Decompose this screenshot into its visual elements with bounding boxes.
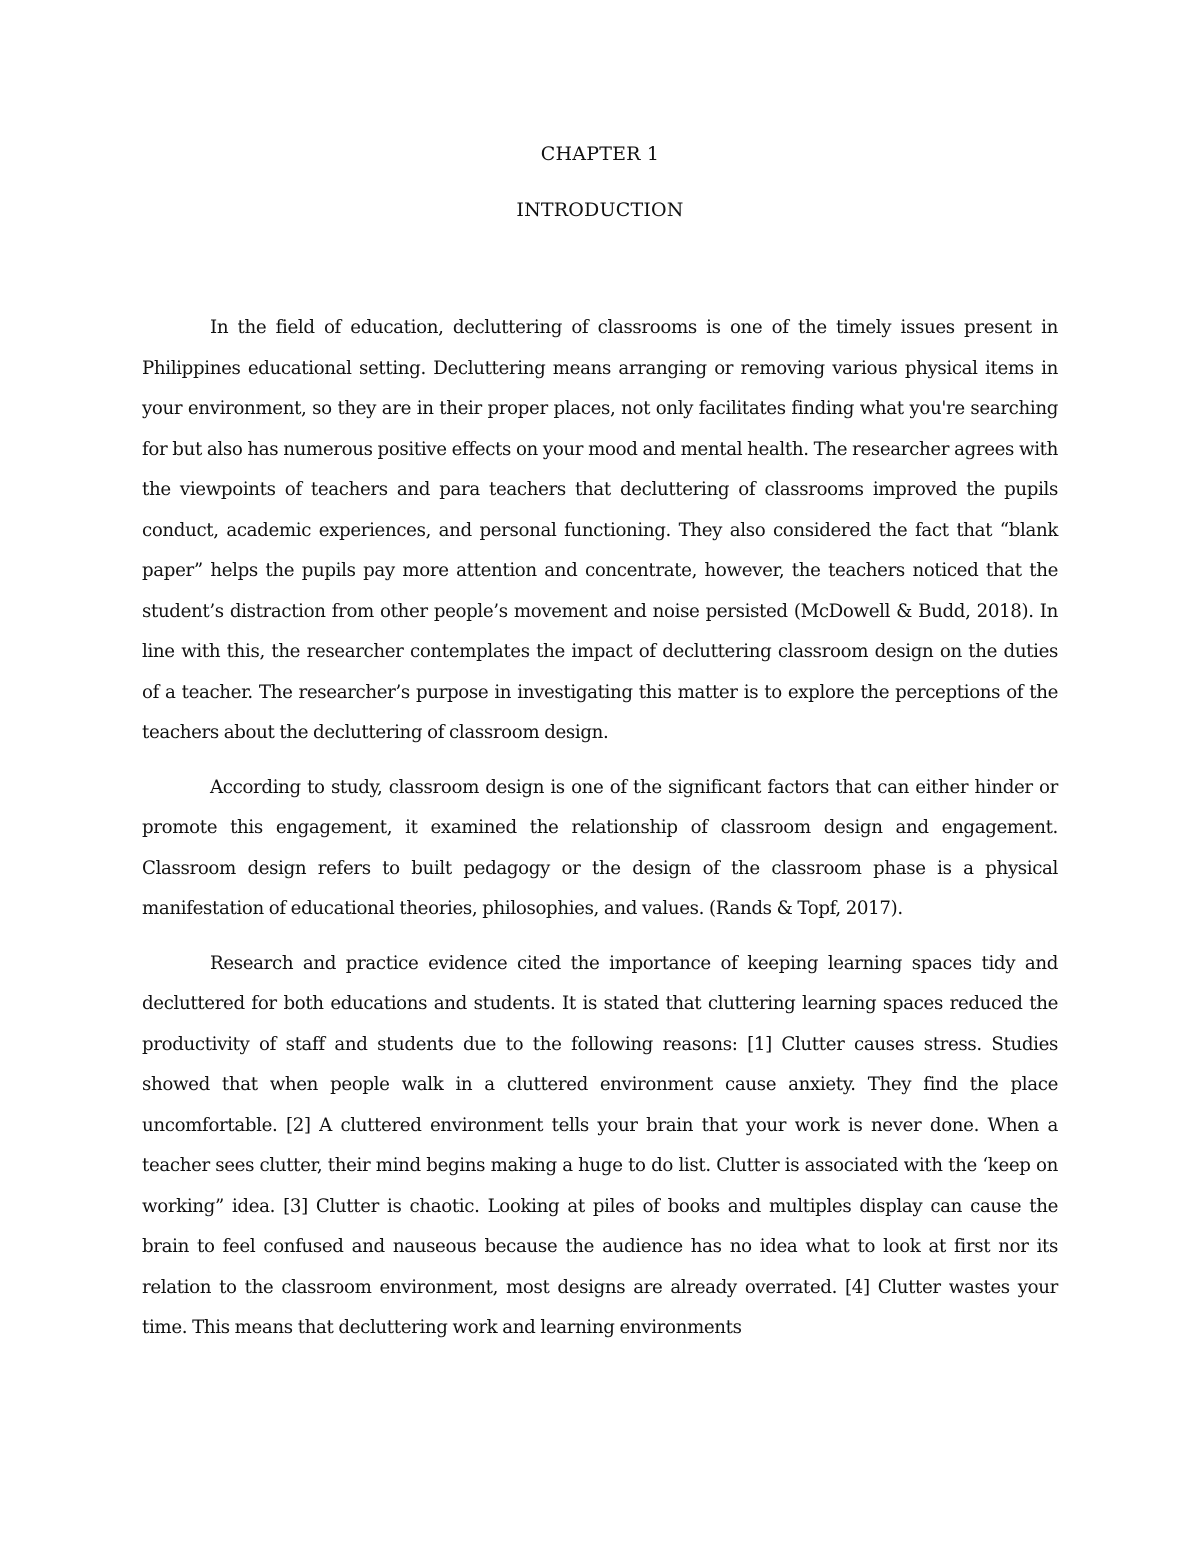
- paragraph: According to study, classroom design is one of the significant factors that can either hinder or promote this engagement, it examined the relationship of classroom design and engagement. Classroom design refers to built pedagogy or the design of the classroom phase is a physical manifestation of educational theories, philosophies, and values. (Rands & Topf, 2017).: [142, 776, 1058, 919]
- paragraph: In the field of education, decluttering of classrooms is one of the timely issues present in Philippines educational setting. Decluttering means arranging or removing various physical items in your environment, so they are in their proper places, not only facilitates finding what you're searching for but also has numerous positive effects on your mood and mental health. The researcher agrees with the viewpoints of teachers and para teachers that decluttering of classrooms improved the pupils conduct, academic experiences, and personal functioning. They also considered the fact that “blank paper” helps the pupils pay more attention and concentrate, however, the teachers noticed that the student’s distraction from other people’s movement and noise persisted (McDowell & Budd, 2018). In line with this, the researcher contemplates the impact of decluttering classroom design on the duties of a teacher. The researcher’s purpose in investigating this matter is to explore the perceptions of the teachers about the decluttering of classroom design.: [142, 317, 1058, 743]
- chapter-title: INTRODUCTION: [516, 199, 684, 221]
- document-body: [142, 308, 1058, 1349]
- chapter-label: CHAPTER 1: [540, 143, 660, 165]
- paragraph: Research and practice evidence cited the importance of keeping learning spaces tidy and decluttered for both educations and students. It is stated that cluttering learning spaces reduced the productivity of staff and students due to the following reasons: [1] Clutter causes stress. Studies showed that when people walk in a cluttered environment cause anxiety. They find the place uncomfortable. [2] A cluttered environment tells your brain that your work is never done. When a teacher sees clutter, their mind begins making a huge to do list. Clutter is associated with the ‘keep on working” idea. [3] Clutter is chaotic. Looking at piles of books and multiples display can cause the brain to feel confused and nauseous because the audience has no idea what to look at first nor its relation to the classroom environment, most designs are already overrated. [4] Clutter wastes your time. This means that decluttering work and learning environments: [142, 952, 1058, 1338]
